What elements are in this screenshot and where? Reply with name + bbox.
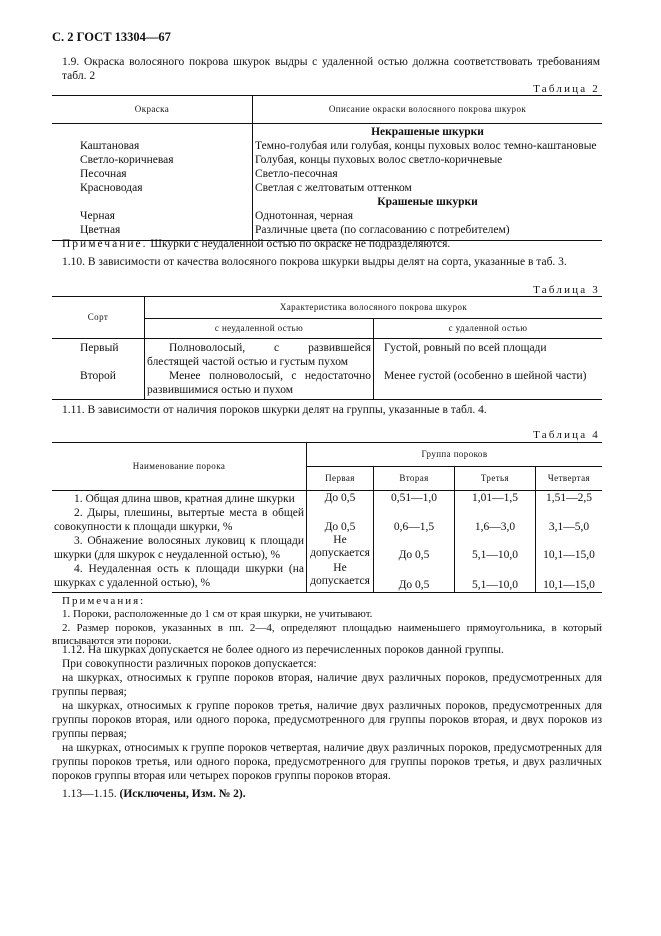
paragraph-1-11: 1.11. В зависимости от наличия пороков шкурки делят на группы, указанные в табл. 4. bbox=[62, 404, 487, 416]
table2-row-desc: Однотонная, черная bbox=[255, 210, 354, 223]
para-line: 1.12. На шкурках допускается не более одного из перечисленных пороков данной группы. bbox=[62, 644, 504, 656]
note-item: 2. Размер пороков, указанных в пп. 2—4, определяют площадью наименьшего прямоугольника, в который вписываются эти пороки. bbox=[52, 621, 602, 648]
table2-title: Таблица 2 bbox=[533, 83, 600, 95]
table-4 bbox=[52, 442, 602, 593]
note-label: Примечание. bbox=[62, 238, 148, 250]
table3-subcol-deleted: с удаленной остью bbox=[374, 319, 603, 339]
table4-cell: До 0,5 bbox=[307, 506, 374, 534]
table2-row-color: Каштановая bbox=[52, 139, 253, 153]
table4-group-third: Третья bbox=[455, 467, 536, 491]
table2-row-desc: Различные цвета (по согласованию с потребителем) bbox=[255, 224, 510, 237]
table4-cell: 5,1—10,0 bbox=[455, 562, 536, 593]
table4-cell: До 0,5 bbox=[307, 491, 374, 507]
table4-group-second: Вторая bbox=[374, 467, 455, 491]
paragraph-1-13 bbox=[62, 787, 600, 801]
para-line: на шкурках, относимых к группе пороков четвертая, наличие двух различных пороков, предусмотренных для группы пороков третья, или одного порока, предусмотренного для группы пороков третья, и двух различных пороков группы вторая или четырех пороков группы пороков вторая. bbox=[52, 742, 602, 783]
para-text: Окраска волосяного покрова шкурок выдры с удаленной остью должна соответствовать требованиям табл. 2 bbox=[62, 56, 601, 83]
note-item: 1. Пороки, расположенные до 1 см от края шкурки, не учитывают. bbox=[62, 608, 373, 621]
para-line: на шкурках, относимых к группе пороков вторая, наличие двух различных пороков, предусмотренных для группы первая; bbox=[52, 672, 602, 699]
table4-defect-name: 1. Общая длина швов, кратная длине шкурки bbox=[52, 491, 307, 507]
table4-cell: Не допускается bbox=[307, 562, 374, 593]
table4-defect-name: 2. Дыры, плешины, вытертые места в общей совокупности к площади шкурки, % bbox=[52, 506, 307, 534]
table2-section-dyed: Крашеные шкурки bbox=[377, 196, 478, 209]
table3-cell-a: Полноволосый, с развившейся блестящей частой остью и густым пухом bbox=[145, 339, 374, 370]
paragraph-1-10: 1.10. В зависимости от качества волосяного покрова шкурки выдры делят на сорта, указанные в таб. 3. bbox=[62, 256, 567, 268]
para-number: 1.13—1.15. bbox=[62, 788, 117, 800]
table4-cell: 1,01—1,5 bbox=[455, 491, 536, 507]
table4-cell: 1,51—2,5 bbox=[546, 492, 592, 504]
table2-note bbox=[62, 237, 602, 251]
table4-cell: 10,1—15,0 bbox=[543, 549, 595, 562]
table-3 bbox=[52, 296, 602, 400]
table4-cell: 10,1—15,0 bbox=[543, 579, 595, 592]
table2-row-color: Песочная bbox=[52, 167, 253, 181]
table4-group-fourth: Четвертая bbox=[536, 467, 603, 491]
table2-row-color: Светло-коричневая bbox=[52, 153, 253, 167]
page-header: С. 2 ГОСТ 13304—67 bbox=[52, 30, 171, 44]
table2-col-color: Окраска bbox=[52, 96, 253, 124]
table3-subcol-undeleted: с неудаленной остью bbox=[145, 319, 374, 339]
table4-cell: 5,1—10,0 bbox=[455, 534, 536, 562]
table3-title: Таблица 3 bbox=[533, 284, 600, 296]
table4-cell: До 0,5 bbox=[374, 534, 455, 562]
note-text: Шкурки с неудаленной остью по окраске не подразделяются. bbox=[150, 238, 451, 250]
table4-col-group: Группа пороков bbox=[307, 443, 603, 467]
table2-row-color: Красноводая bbox=[52, 181, 253, 195]
table3-cell-b: Менее густой (особенно в шейной части) bbox=[384, 370, 587, 383]
table3-sort: Первый bbox=[52, 339, 145, 370]
table2-col-description: Описание окраски волосяного покрова шкурок bbox=[328, 104, 527, 115]
table4-cell: 0,6—1,5 bbox=[374, 506, 455, 534]
paragraph-1-12 bbox=[52, 643, 602, 783]
table3-cell-a: Менее полноволосый, с недостаточно развившимися остью и пухом bbox=[145, 369, 374, 400]
table2-row-desc: Светлая с желтоватым оттенком bbox=[255, 182, 412, 195]
para-line: на шкурках, относимых к группе пороков третья, наличие двух различных пороков, предусмотренных для группы пороков вторая, или одного порока, предусмотренного для группы пороков вторая, и двух пороков из группы первая; bbox=[52, 700, 602, 741]
table2-row-color: Цветная bbox=[52, 223, 253, 241]
para-number: 1.9. bbox=[62, 56, 80, 68]
table4-cell: Не допускается bbox=[307, 534, 374, 562]
table2-row-desc: Светло-песочная bbox=[255, 168, 338, 181]
table2-row-desc: Голубая, концы пуховых волос светло-коричневые bbox=[255, 154, 503, 167]
table4-defect-name: 3. Обнажение волосяных луковиц к площади шкурки (для шкурок с неудаленной остью), % bbox=[52, 534, 307, 562]
table3-col-characteristic: Характеристика волосяного покрова шкурок bbox=[145, 297, 603, 319]
table3-cell-b: Густой, ровный по всей площади bbox=[384, 342, 547, 354]
table3-sort: Второй bbox=[52, 369, 145, 400]
table-2 bbox=[52, 95, 602, 241]
table4-cell: 1,6—3,0 bbox=[455, 506, 536, 534]
table4-defect-name: 4. Неудаленная ость к площади шкурки (на шкурках с удаленной остью), % bbox=[52, 562, 307, 593]
para-line: При совокупности различных пороков допускается: bbox=[62, 658, 317, 671]
table2-row-desc: Темно-голубая или голубая, концы пуховых волос темно-каштановые bbox=[255, 140, 597, 153]
table4-cell: 0,51—1,0 bbox=[374, 491, 455, 507]
table2-section-undyed: Некрашеные шкурки bbox=[371, 126, 484, 138]
table4-col-name: Наименование порока bbox=[52, 443, 307, 491]
paragraph-1-9 bbox=[62, 55, 600, 83]
table4-title: Таблица 4 bbox=[533, 429, 600, 441]
table4-notes bbox=[52, 595, 602, 649]
para-text: (Исключены, Изм. № 2). bbox=[119, 788, 246, 800]
table3-col-sort: Сорт bbox=[52, 297, 145, 339]
notes-label: Примечания: bbox=[62, 595, 146, 607]
table2-row-color: Черная bbox=[52, 209, 253, 223]
table4-cell: До 0,5 bbox=[374, 562, 455, 593]
table4-cell: 3,1—5,0 bbox=[548, 521, 590, 534]
table4-group-first: Первая bbox=[307, 467, 374, 491]
